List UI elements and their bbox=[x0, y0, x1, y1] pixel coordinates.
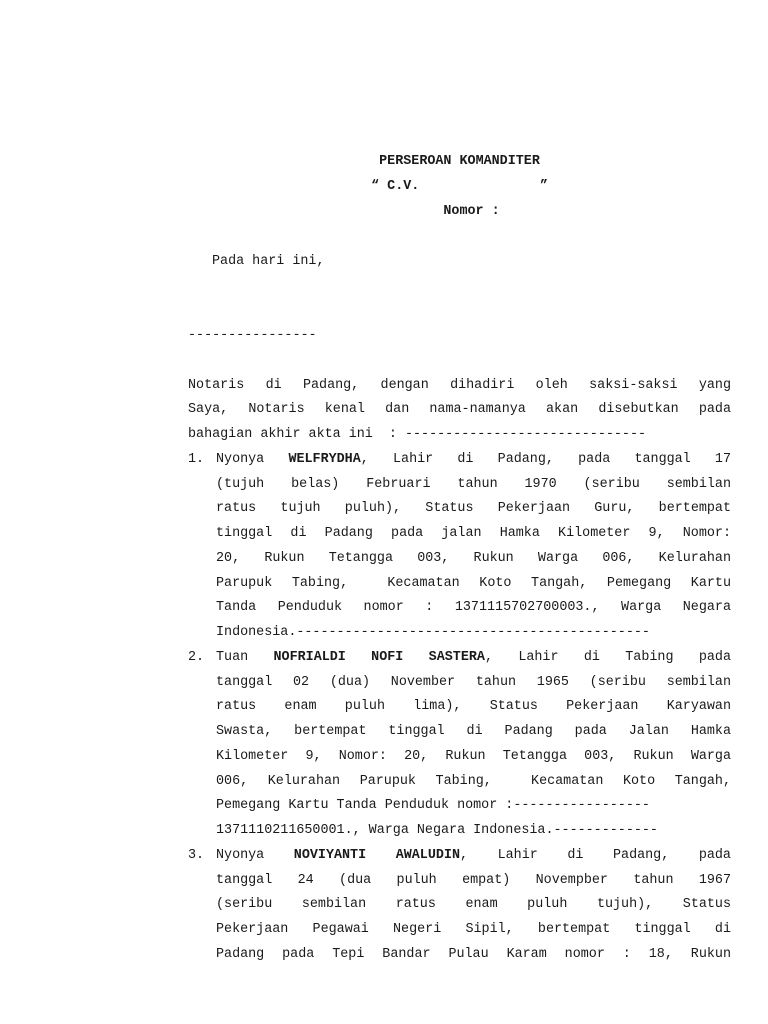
item-line: tanggal 24 (dua puluh empat) Novempber tahun 1967 bbox=[216, 873, 731, 888]
intro-line-3: Saya, Notaris kenal dan nama-namanya akan disebutkan pada bbox=[188, 402, 731, 417]
item-title: Nyonya bbox=[216, 848, 265, 863]
opening-day: Pada hari ini, bbox=[212, 254, 325, 269]
item-line: Parupuk Tabing, Kecamatan Koto Tangah, Pemegang Kartu bbox=[216, 576, 731, 591]
item-number: 3. bbox=[188, 848, 205, 863]
document-title: PERSEROAN KOMANDITER bbox=[379, 154, 540, 169]
intro-line-2: Notaris di Padang, dengan dihadiri oleh saksi-saksi yang bbox=[188, 378, 731, 393]
item-line: tinggal di Padang pada jalan Hamka Kilometer 9, Nomor: bbox=[216, 526, 731, 541]
opening-time-line bbox=[212, 299, 731, 324]
item-line: Padang pada Tepi Bandar Pulau Karam nomor : 18, Rukun bbox=[216, 947, 731, 962]
item-line: Tanda Penduduk nomor : 1371115702700003., Warga Negara bbox=[216, 600, 731, 615]
item-line: 20, Rukun Tetangga 003, Rukun Warga 006, Kelurahan bbox=[216, 551, 731, 566]
item-first-line bbox=[216, 844, 731, 869]
opening-dashes: ---------------- bbox=[188, 328, 317, 343]
item-line: 006, Kelurahan Parupuk Tabing, Kecamatan Koto Tangah, bbox=[216, 774, 731, 789]
item-first-rest: , Lahir di Padang, pada bbox=[459, 848, 731, 863]
item-line: tanggal 02 (dua) November tahun 1965 (seribu sembilan bbox=[216, 675, 731, 690]
item-first-line bbox=[216, 646, 731, 671]
item-line: (tujuh belas) Februari tahun 1970 (seribu sembilan bbox=[216, 477, 731, 492]
item-line: Pemegang Kartu Tanda Penduduk nomor :----------------- bbox=[216, 798, 650, 813]
item-line: ratus enam puluh lima), Status Pekerjaan Karyawan bbox=[216, 699, 731, 714]
item-line: Indonesia.-------------------------------------------- bbox=[216, 625, 650, 640]
person-name: WELFRYDHA bbox=[288, 452, 361, 467]
item-line: Pekerjaan Pegawai Negeri Sipil, bertempat tinggal di bbox=[216, 922, 731, 937]
item-line: 1371110211650001., Warga Negara Indonesia.------------- bbox=[216, 823, 658, 838]
deed-number-label: Nomor : bbox=[443, 204, 500, 219]
item-first-rest: , Lahir di Tabing pada bbox=[484, 650, 731, 665]
intro-line-1 bbox=[212, 349, 731, 374]
item-number: 1. bbox=[188, 452, 205, 467]
company-name-line: “ C.V. ” bbox=[371, 179, 548, 194]
item-line: Swasta, bertempat tinggal di Padang pada Jalan Hamka bbox=[216, 724, 731, 739]
item-first-rest: , Lahir di Padang, pada tanggal 17 bbox=[360, 452, 731, 467]
item-first-line bbox=[216, 448, 731, 473]
item-line: Kilometer 9, Nomor: 20, Rukun Tetangga 003, Rukun Warga bbox=[216, 749, 731, 764]
person-name: NOFRIALDI NOFI SASTERA bbox=[273, 650, 485, 665]
item-title: Tuan bbox=[216, 650, 249, 665]
item-number: 2. bbox=[188, 650, 205, 665]
intro-line-4: bahagian akhir akta ini : ------------------------------ bbox=[188, 427, 647, 442]
item-line: (seribu sembilan ratus enam puluh tujuh), Status bbox=[216, 897, 731, 912]
person-name: NOVIYANTI AWALUDIN bbox=[293, 848, 460, 863]
item-title: Nyonya bbox=[216, 452, 265, 467]
item-line: ratus tujuh puluh), Status Pekerjaan Guru, bertempat bbox=[216, 501, 731, 516]
